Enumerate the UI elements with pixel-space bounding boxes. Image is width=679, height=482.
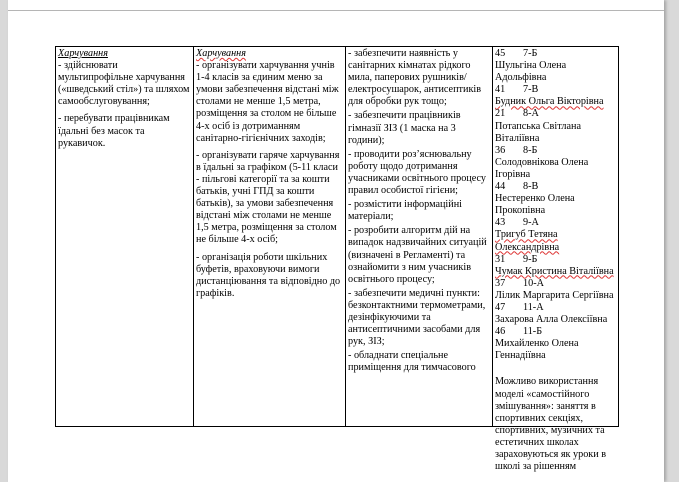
class-label: 9-Б <box>523 253 538 265</box>
room-number: 41 <box>495 84 506 96</box>
teacher-entry <box>495 302 616 326</box>
list-item: - організувати харчування учнів 1-4 класів за єдиним меню за умови забезпечення відстані між столами не менше 1,5 метра, розміщення за столом не більше 4-х осіб із дотриманням санітарно-гігієнічних заходів; <box>196 60 339 144</box>
teacher-name: Будник Ольга Вікторівна <box>495 96 604 108</box>
catering-cell <box>194 47 346 427</box>
teacher-entry <box>495 278 616 302</box>
teacher-name: Нестеренко Олена Прокопівна <box>495 193 575 217</box>
class-label: 8-А <box>523 108 539 120</box>
class-label: 10-А <box>523 277 544 289</box>
list-item: - забезпечити наявність у санітарних кімнатах рідкого мила, паперових рушників/електросушарок, антисептиків для обробки рук тощо; <box>348 48 482 108</box>
room-number: 21 <box>495 108 506 120</box>
teacher-entry <box>495 326 616 362</box>
class-label: 11-Б <box>523 326 543 338</box>
page-top-rule <box>8 10 664 11</box>
list-item: - проводити роз’яснювальну роботу щодо дотримання учасниками освітнього процесу правил особистої гігієни; <box>348 148 486 197</box>
teacher-name: Шульгіна Олена Адольфівна <box>495 60 567 84</box>
teacher-entry <box>495 108 616 144</box>
cell-heading: Харчування <box>58 48 108 59</box>
teacher-entry <box>495 48 616 84</box>
room-number: 44 <box>495 181 506 193</box>
list-item: - розмістити інформаційні матеріали; <box>348 199 462 223</box>
table-row <box>56 47 619 427</box>
class-label: 9-А <box>523 217 539 229</box>
list-item: - організувати гаряче харчування в їдальні за графіком (5-11 класи - пільгові категорії та за кошти батьків, учні ГПД за кошти батьків), за умови забезпечення відстані між столами не менше 1,5 метра, розміщення за столом не більше 4-х осіб; <box>196 149 340 246</box>
class-label: 7-В <box>523 84 539 96</box>
hygiene-cell <box>346 47 493 427</box>
room-number: 43 <box>495 217 506 229</box>
teacher-entry <box>495 145 616 181</box>
list-item: - перебувати працівникам їдальні без масок та рукавичок. <box>58 113 170 149</box>
list-item: - організація роботи шкільних буфетів, враховуючи вимоги дистанціювання та відповідно до графіків. <box>196 251 341 299</box>
teacher-name: Тригуб Тетяна Олександрівна <box>495 229 560 253</box>
class-label: 8-Б <box>523 144 538 156</box>
teacher-entry <box>495 217 616 253</box>
restrictions-list <box>58 60 191 150</box>
restrictions-cell <box>56 47 194 427</box>
teacher-name: Потапська Світлана Віталіївна <box>495 120 581 144</box>
room-number: 45 <box>495 48 506 59</box>
list-item: - здійснювати мультипрофільне харчування («шведський стіл») та шляхом самообслуговування; <box>58 60 190 108</box>
class-label: 7-Б <box>523 48 538 59</box>
teacher-name: Захарова Алла Олексіївна <box>495 314 608 326</box>
list-item: - розробити алгоритм дій на випадок надзвичайних ситуацій (визначені в Регламенті) та ознайомити з ним учасників освітнього процесу; <box>348 225 487 285</box>
teacher-entry <box>495 254 616 278</box>
hygiene-list <box>348 48 490 374</box>
room-number: 37 <box>495 277 506 289</box>
class-label: 8-В <box>523 181 539 193</box>
list-item: - обладнати спеціальне приміщення для тимчасового <box>348 350 476 374</box>
list-item: - забезпечити працівників гімназії ЗІЗ (1 маска на 3 години); <box>348 110 461 146</box>
teacher-name: Лілик Маргарита Сергіївна <box>495 289 614 301</box>
teacher-entry <box>495 181 616 217</box>
teacher-entry <box>495 84 616 108</box>
teacher-name: Солодовнікова Олена Ігорівна <box>495 156 589 180</box>
teacher-name: Чумак Кристина Віталіївна <box>495 265 614 277</box>
measures-table <box>55 46 619 473</box>
room-number: 36 <box>495 144 506 156</box>
room-number: 46 <box>495 326 506 338</box>
room-number: 47 <box>495 301 506 313</box>
class-label: 11-А <box>523 301 544 313</box>
cell-heading: Харчування <box>196 48 246 59</box>
teacher-name: Михайленко Олена Геннадіївна <box>495 338 579 362</box>
list-item: - забезпечити медичні пункти: безконтактними термометрами, дезінфікуючими та антисептичними засобами для рук, ЗІЗ; <box>348 287 486 348</box>
room-number: 31 <box>495 253 506 265</box>
catering-list <box>196 60 343 300</box>
model-note: Можливо використання моделі «самостійного змішування»: заняття в спортивних секціях, спортивних, музичних та естетичних школах зараховуються як уроки в школі за рішенням <box>495 376 607 473</box>
window-edge <box>671 0 679 482</box>
teachers-cell <box>493 47 619 473</box>
